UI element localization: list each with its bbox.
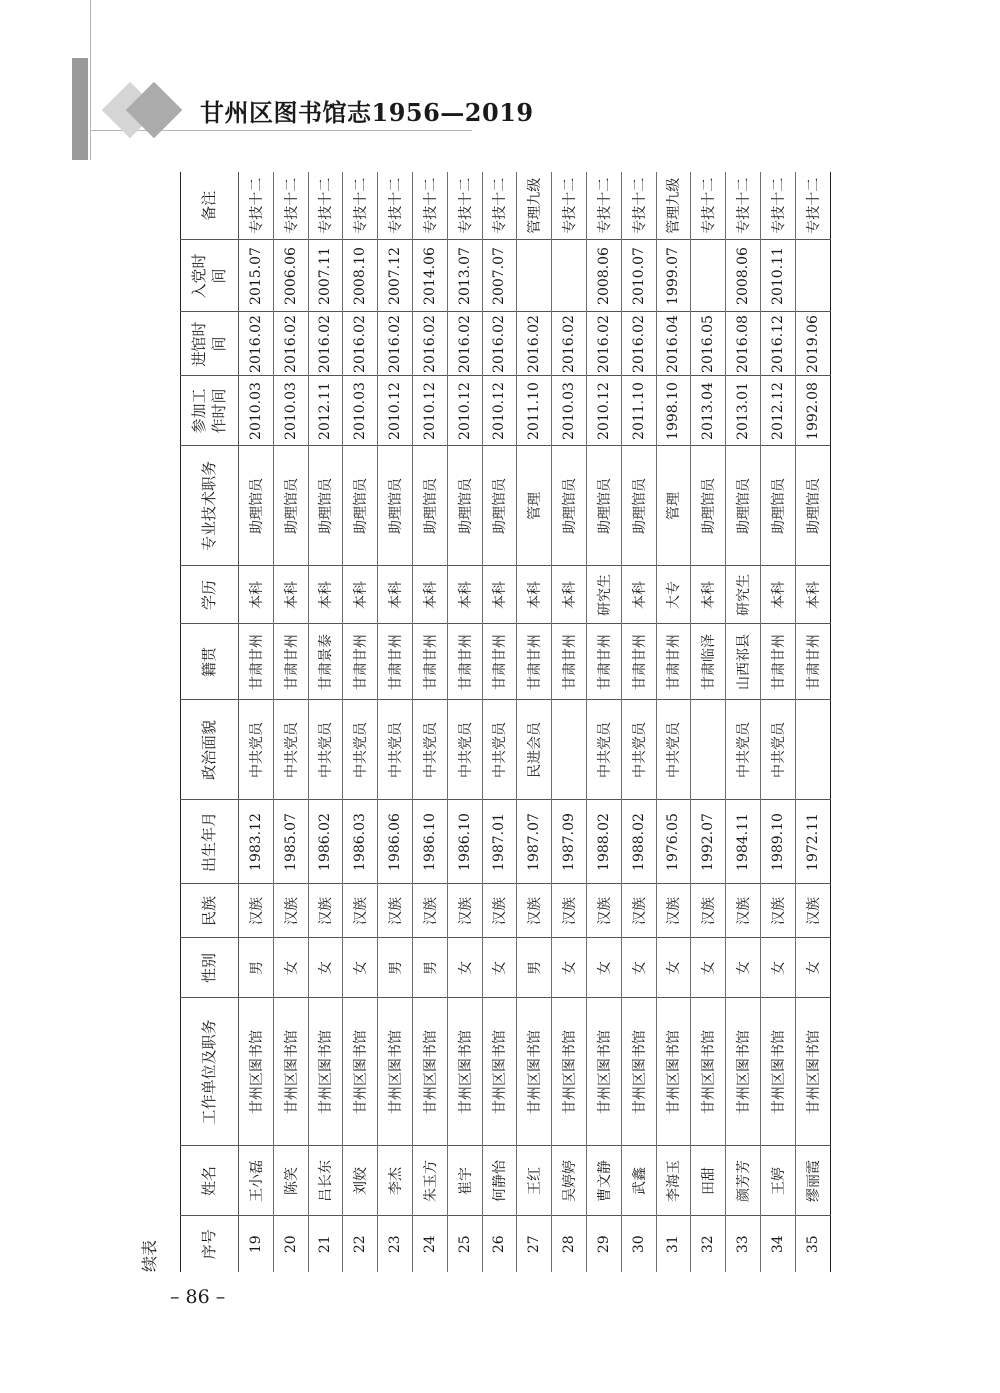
table-cell: 本科	[691, 566, 726, 624]
table-cell: 女	[795, 938, 830, 998]
table-cell: 女	[726, 938, 761, 998]
table-cell: 25	[447, 1216, 482, 1272]
table-cell: 26	[482, 1216, 517, 1272]
table-cell: 2010.03	[239, 376, 274, 446]
table-cell: 中共党员	[343, 700, 378, 800]
table-cell: 1989.10	[760, 800, 795, 884]
table-cell: 汉族	[795, 884, 830, 938]
table-cell: 1999.07	[656, 240, 691, 312]
table-cell: 助理馆员	[447, 446, 482, 566]
header-vertical-rule	[90, 0, 91, 160]
table-cell: 2016.02	[552, 312, 587, 376]
table-cell: 研究生	[586, 566, 621, 624]
table-cell: 2014.06	[412, 240, 447, 312]
table-cell	[795, 700, 830, 800]
table-cell: 助理馆员	[621, 446, 656, 566]
table-cell: 专技十二	[412, 172, 447, 240]
table-cell: 田甜	[691, 1146, 726, 1216]
table-cell: 2016.02	[412, 312, 447, 376]
table-cell: 中共党员	[308, 700, 343, 800]
table-cell: 1983.12	[239, 800, 274, 884]
table-cell: 管理	[656, 446, 691, 566]
table-cell: 女	[482, 938, 517, 998]
table-cell: 女	[308, 938, 343, 998]
table-cell: 28	[552, 1216, 587, 1272]
staff-table	[180, 172, 831, 1272]
table-cell: 研究生	[726, 566, 761, 624]
col-header: 姓名	[181, 1146, 239, 1216]
table-cell: 2016.02	[447, 312, 482, 376]
book-title: 甘州区图书馆志1956—2019	[200, 98, 534, 127]
table-cell: 汉族	[482, 884, 517, 938]
table-cell: 甘肃甘州	[273, 624, 308, 700]
table-cell: 汉族	[273, 884, 308, 938]
table-row	[239, 172, 274, 1272]
table-cell: 专技十二	[239, 172, 274, 240]
table-cell: 专技十二	[586, 172, 621, 240]
table-cell: 2016.02	[378, 312, 413, 376]
table-cell: 汉族	[343, 884, 378, 938]
col-header-text: 入党时间	[190, 253, 228, 299]
table-cell: 管理	[517, 446, 552, 566]
table-row	[412, 172, 447, 1272]
table-row	[343, 172, 378, 1272]
table-cell: 本科	[621, 566, 656, 624]
table-cell: 2016.02	[273, 312, 308, 376]
table-cell: 2006.06	[273, 240, 308, 312]
table-cell: 本科	[482, 566, 517, 624]
table-cell: 甘州区图书馆	[273, 998, 308, 1146]
table-row	[691, 172, 726, 1272]
table-cell: 专技十二	[726, 172, 761, 240]
table-cell: 中共党员	[586, 700, 621, 800]
table-cell: 何静怡	[482, 1146, 517, 1216]
table-cell: 1986.10	[412, 800, 447, 884]
table-cell: 专技十二	[552, 172, 587, 240]
table-cell: 1976.05	[656, 800, 691, 884]
table-cell: 1987.01	[482, 800, 517, 884]
table-cell: 本科	[378, 566, 413, 624]
table-cell: 甘肃甘州	[586, 624, 621, 700]
table-cell: 2016.02	[621, 312, 656, 376]
page-number: – 86 –	[170, 1286, 226, 1308]
table-cell: 助理馆员	[760, 446, 795, 566]
table-row	[378, 172, 413, 1272]
table-cell: 民进会员	[517, 700, 552, 800]
table-cell: 2016.02	[308, 312, 343, 376]
col-header: 序号	[181, 1216, 239, 1272]
col-header: 专业技术职务	[181, 446, 239, 566]
table-cell: 本科	[760, 566, 795, 624]
table-cell: 2010.11	[760, 240, 795, 312]
col-header: 性别	[181, 938, 239, 998]
col-header	[181, 312, 239, 376]
table-cell: 甘肃甘州	[552, 624, 587, 700]
table-cell: 23	[378, 1216, 413, 1272]
table-cell: 助理馆员	[378, 446, 413, 566]
table-cell: 30	[621, 1216, 656, 1272]
table-cell: 19	[239, 1216, 274, 1272]
table-cell: 中共党员	[760, 700, 795, 800]
table-cell: 山西祁县	[726, 624, 761, 700]
table-cell: 甘肃甘州	[343, 624, 378, 700]
table-cell: 2016.02	[343, 312, 378, 376]
table-cell: 助理馆员	[239, 446, 274, 566]
table-cell: 甘州区图书馆	[656, 998, 691, 1146]
table-cell: 管理九级	[656, 172, 691, 240]
table-cell	[691, 700, 726, 800]
table-cell: 甘州区图书馆	[482, 998, 517, 1146]
table-cell: 专技十二	[691, 172, 726, 240]
table-cell: 中共党员	[239, 700, 274, 800]
table-cell: 汉族	[656, 884, 691, 938]
col-header: 学历	[181, 566, 239, 624]
table-cell: 29	[586, 1216, 621, 1272]
table-cell: 专技十二	[482, 172, 517, 240]
table-cell: 陈笑	[273, 1146, 308, 1216]
table-cell: 2012.11	[308, 376, 343, 446]
table-cell: 王红	[517, 1146, 552, 1216]
table-cell: 本科	[273, 566, 308, 624]
col-header: 备注	[181, 172, 239, 240]
table-cell: 2013.04	[691, 376, 726, 446]
table-cell: 助理馆员	[308, 446, 343, 566]
table-cell: 1987.07	[517, 800, 552, 884]
table-row	[795, 172, 830, 1272]
table-cell: 2010.12	[586, 376, 621, 446]
table-cell: 甘肃景泰	[308, 624, 343, 700]
table-cell: 汉族	[552, 884, 587, 938]
table-cell: 汉族	[517, 884, 552, 938]
table-cell: 汉族	[239, 884, 274, 938]
table-cell: 本科	[239, 566, 274, 624]
table-cell: 1987.09	[552, 800, 587, 884]
table-cell: 管理九级	[517, 172, 552, 240]
col-header: 政治面貌	[181, 700, 239, 800]
table-row	[517, 172, 552, 1272]
table-cell: 中共党员	[621, 700, 656, 800]
table-row	[760, 172, 795, 1272]
table-cell: 助理馆员	[795, 446, 830, 566]
table-cell: 中共党员	[447, 700, 482, 800]
table-cell: 女	[621, 938, 656, 998]
table-cell: 朱玉方	[412, 1146, 447, 1216]
table-cell: 甘肃甘州	[517, 624, 552, 700]
table-cell: 甘州区图书馆	[795, 998, 830, 1146]
table-cell: 汉族	[726, 884, 761, 938]
table-cell: 汉族	[621, 884, 656, 938]
table-cell: 专技十二	[447, 172, 482, 240]
table-cell: 甘州区图书馆	[378, 998, 413, 1146]
col-header: 出生年月	[181, 800, 239, 884]
table-cell: 21	[308, 1216, 343, 1272]
table-cell: 甘州区图书馆	[552, 998, 587, 1146]
table-cell: 2016.02	[586, 312, 621, 376]
table-cell: 1992.08	[795, 376, 830, 446]
table-cell: 甘州区图书馆	[343, 998, 378, 1146]
table-cell: 2010.12	[447, 376, 482, 446]
table-cell: 甘肃甘州	[656, 624, 691, 700]
table-cell: 曹文静	[586, 1146, 621, 1216]
col-header: 民族	[181, 884, 239, 938]
table-cell: 本科	[308, 566, 343, 624]
table-cell: 2016.02	[517, 312, 552, 376]
table-cell: 2011.10	[621, 376, 656, 446]
table-cell: 缪丽霞	[795, 1146, 830, 1216]
table-cell: 大专	[656, 566, 691, 624]
table-cell: 中共党员	[726, 700, 761, 800]
table-cell: 本科	[343, 566, 378, 624]
table-cell: 2016.05	[691, 312, 726, 376]
table-cell: 本科	[795, 566, 830, 624]
table-cell: 甘肃甘州	[482, 624, 517, 700]
table-cell: 崔宇	[447, 1146, 482, 1216]
table-cell: 甘肃甘州	[621, 624, 656, 700]
table-row	[656, 172, 691, 1272]
table-row	[447, 172, 482, 1272]
table-cell: 33	[726, 1216, 761, 1272]
table-cell: 20	[273, 1216, 308, 1272]
table-cell: 王婷	[760, 1146, 795, 1216]
table-cell: 1984.11	[726, 800, 761, 884]
table-row	[308, 172, 343, 1272]
table-cell: 1985.07	[273, 800, 308, 884]
table-cell: 2007.12	[378, 240, 413, 312]
table-cell: 2012.12	[760, 376, 795, 446]
table-cell: 甘肃甘州	[239, 624, 274, 700]
table-cell: 女	[656, 938, 691, 998]
table-cell: 甘州区图书馆	[239, 998, 274, 1146]
table-cell: 助理馆员	[691, 446, 726, 566]
rotated-table-block	[140, 172, 830, 1272]
table-cell: 甘肃甘州	[795, 624, 830, 700]
table-cell: 1998.10	[656, 376, 691, 446]
table-cell: 男	[239, 938, 274, 998]
table-cell: 2008.06	[586, 240, 621, 312]
table-cell: 1986.02	[308, 800, 343, 884]
table-cell: 32	[691, 1216, 726, 1272]
table-cell: 甘州区图书馆	[726, 998, 761, 1146]
table-cell: 刘姣	[343, 1146, 378, 1216]
table-cell: 2007.07	[482, 240, 517, 312]
table-cell: 24	[412, 1216, 447, 1272]
table-body	[239, 172, 831, 1272]
table-cell: 助理馆员	[273, 446, 308, 566]
table-cell: 2010.12	[482, 376, 517, 446]
table-cell: 2010.03	[343, 376, 378, 446]
table-cell	[795, 240, 830, 312]
table-cell: 吕长东	[308, 1146, 343, 1216]
table-cell: 女	[447, 938, 482, 998]
table-cell: 2016.02	[239, 312, 274, 376]
table-cell: 李海玉	[656, 1146, 691, 1216]
table-cell: 本科	[412, 566, 447, 624]
table-cell: 甘肃甘州	[378, 624, 413, 700]
table-cell: 甘州区图书馆	[586, 998, 621, 1146]
table-cell: 王小磊	[239, 1146, 274, 1216]
table-cell: 35	[795, 1216, 830, 1272]
table-cell: 专技十二	[343, 172, 378, 240]
table-cell: 甘州区图书馆	[517, 998, 552, 1146]
table-cell: 本科	[517, 566, 552, 624]
table-cell: 中共党员	[656, 700, 691, 800]
table-cell: 2010.03	[273, 376, 308, 446]
table-cell: 助理馆员	[412, 446, 447, 566]
table-row	[621, 172, 656, 1272]
table-cell: 甘州区图书馆	[760, 998, 795, 1146]
table-cell: 中共党员	[273, 700, 308, 800]
col-header	[181, 240, 239, 312]
table-cell: 34	[760, 1216, 795, 1272]
table-cell: 本科	[552, 566, 587, 624]
table-cell: 汉族	[586, 884, 621, 938]
table-cell: 专技十二	[308, 172, 343, 240]
table-cell: 甘州区图书馆	[412, 998, 447, 1146]
col-header-text: 进馆时间	[190, 321, 228, 367]
table-cell: 1986.06	[378, 800, 413, 884]
table-cell: 22	[343, 1216, 378, 1272]
table-cell: 男	[517, 938, 552, 998]
table-cell: 甘州区图书馆	[447, 998, 482, 1146]
table-cell: 2016.02	[482, 312, 517, 376]
table-cell: 汉族	[412, 884, 447, 938]
table-cell: 中共党员	[482, 700, 517, 800]
table-cell: 汉族	[447, 884, 482, 938]
table-cell: 1986.03	[343, 800, 378, 884]
table-cell: 2019.06	[795, 312, 830, 376]
col-header-text: 参加工作时间	[190, 388, 228, 434]
table-cell: 女	[343, 938, 378, 998]
table-cell: 2010.12	[412, 376, 447, 446]
header-gray-bar	[72, 58, 88, 160]
table-cell: 1992.07	[691, 800, 726, 884]
table-row	[482, 172, 517, 1272]
table-cell: 2011.10	[517, 376, 552, 446]
table-cell: 汉族	[308, 884, 343, 938]
table-cell: 2015.07	[239, 240, 274, 312]
table-cell: 1986.10	[447, 800, 482, 884]
table-cell: 汉族	[378, 884, 413, 938]
table-cell: 专技十二	[760, 172, 795, 240]
table-cell	[552, 240, 587, 312]
table-cell: 2016.04	[656, 312, 691, 376]
table-cell: 2010.03	[552, 376, 587, 446]
table-cell: 女	[586, 938, 621, 998]
table-cell: 2008.10	[343, 240, 378, 312]
table-cell: 男	[412, 938, 447, 998]
table-cell: 吴婷婷	[552, 1146, 587, 1216]
table-cell: 1972.11	[795, 800, 830, 884]
table-cell: 女	[552, 938, 587, 998]
table-cell: 甘肃甘州	[412, 624, 447, 700]
table-row	[586, 172, 621, 1272]
table-cell: 助理馆员	[552, 446, 587, 566]
table-cell: 2010.07	[621, 240, 656, 312]
table-cell: 女	[273, 938, 308, 998]
table-header-row	[181, 172, 239, 1272]
table-cell: 专技十二	[378, 172, 413, 240]
table-cell: 助理馆员	[586, 446, 621, 566]
table-cell: 2016.08	[726, 312, 761, 376]
col-header: 工作单位及职务	[181, 998, 239, 1146]
table-cell: 31	[656, 1216, 691, 1272]
table-cell: 专技十二	[621, 172, 656, 240]
table-cell: 甘州区图书馆	[691, 998, 726, 1146]
table-cell: 助理馆员	[482, 446, 517, 566]
table-cell: 中共党员	[412, 700, 447, 800]
table-cell	[552, 700, 587, 800]
table-cell: 甘州区图书馆	[308, 998, 343, 1146]
table-row	[726, 172, 761, 1272]
table-cell: 汉族	[691, 884, 726, 938]
table-cell: 中共党员	[378, 700, 413, 800]
table-cell: 颜芳芳	[726, 1146, 761, 1216]
table-cell: 助理馆员	[726, 446, 761, 566]
table-cell: 甘肃甘州	[447, 624, 482, 700]
table-cell: 甘肃临泽	[691, 624, 726, 700]
table-cell: 1988.02	[621, 800, 656, 884]
table-cell: 武鑫	[621, 1146, 656, 1216]
table-cell: 2007.11	[308, 240, 343, 312]
table-cell: 男	[378, 938, 413, 998]
table-cell: 甘州区图书馆	[621, 998, 656, 1146]
table-cell: 甘肃甘州	[760, 624, 795, 700]
table-cell: 2013.07	[447, 240, 482, 312]
table-cell: 专技十二	[273, 172, 308, 240]
table-cell: 1988.02	[586, 800, 621, 884]
table-cell: 助理馆员	[343, 446, 378, 566]
table-cell: 专技十二	[795, 172, 830, 240]
table-cell: 2008.06	[726, 240, 761, 312]
table-cell: 2016.12	[760, 312, 795, 376]
table-cell: 2010.12	[378, 376, 413, 446]
table-cell: 2013.01	[726, 376, 761, 446]
table-row	[552, 172, 587, 1272]
table-cell: 27	[517, 1216, 552, 1272]
table-cell: 李杰	[378, 1146, 413, 1216]
col-header: 籍贯	[181, 624, 239, 700]
table-cell	[691, 240, 726, 312]
table-cell	[517, 240, 552, 312]
table-cell: 女	[760, 938, 795, 998]
continued-label: 续表	[140, 1239, 159, 1272]
col-header	[181, 376, 239, 446]
table-row	[273, 172, 308, 1272]
table-cell: 汉族	[760, 884, 795, 938]
table-cell: 女	[691, 938, 726, 998]
table-cell: 本科	[447, 566, 482, 624]
